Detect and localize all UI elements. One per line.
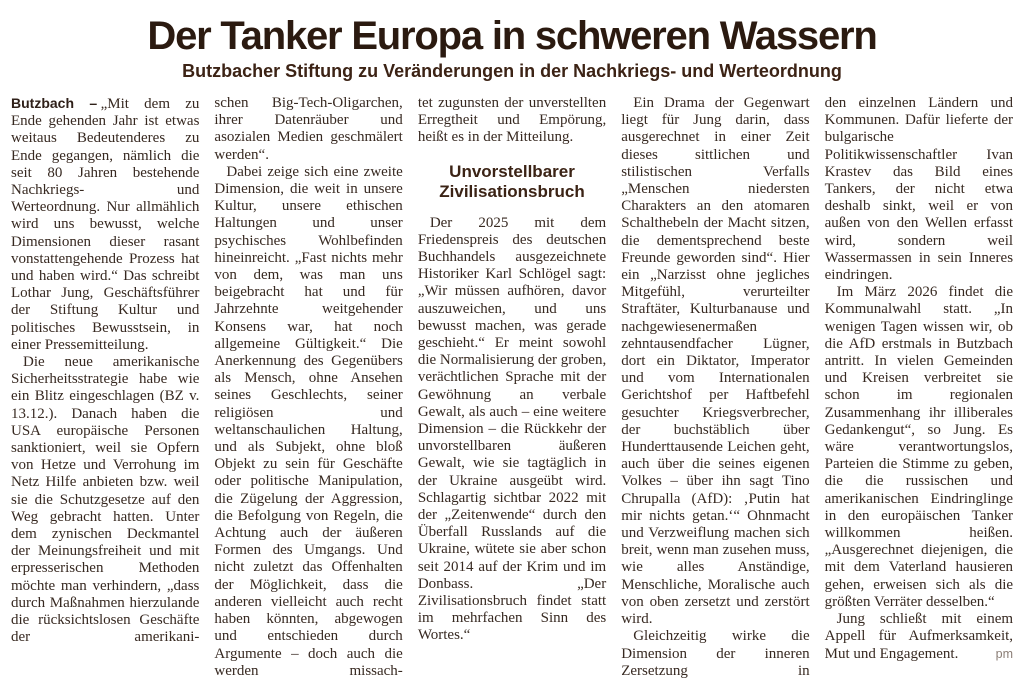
article-body [11,95,1013,680]
column-3 [418,95,606,680]
paragraph: Ein Drama der Gegenwart liegt für Jung darin, dass ausgerechnet in einer Zeit dieses sittlichen und stilistischen Verfalls „Menschen niedersten Charakters an den atomaren Schalthebeln der Macht sitzen, die dementsprechend beste Freunde geworden sind“. Hier ein „Narzisst ohne jegliches Mitgefühl, verurteilter Straftäter, Kulturbanause und nachgewiesenermaßen zehntausendfacher Lügner, dort ein Diktator, Imperator und vom Internationalen Gerichtshof per Haftbefehl gesuchter Kriegsverbrecher, der buchstäblich über Hunderttausende Leichen geht, auch über die seines eigenen Volkes – über ihn sagt Tino Chrupalla (AfD): ‚Putin hat mir nichts getan.‘“ Ohnmacht und Verzweiflung machen sich breit, wenn man zusehen muss, wie alles Anständige, Menschliche, Moralische auch von oben zersetzt und zerstört wird. [621,95,810,628]
paragraph: Im März 2026 findet die Kommunalwahl statt. „In wenigen Tagen wissen wir, ob die AfD erstmals in Butzbach antritt. In vielen Gemeinden und Kreisen verbreitet sie schon im regionalen Zusammenhang ihr illiberales Gedankengut“, so Jung. Es wäre verantwortungslos, Parteien die Stimme zu geben, die die russischen und amerikanischen Eindringlinge in den europäischen Tanker willkommen heißen. „Ausgerechnet diejenigen, die mit dem Vaterland hausieren gehen, erweisen sich als die größten Verräter desselben.“ [824,284,1014,610]
paragraph: Dabei zeige sich eine zweite Dimension, die weit in unsere Kultur, unsere ethischen Haltungen und unser psychisches Wohlbefinden hineinreicht. „Fast nichts mehr von dem, was man uns beigebracht hat und für Jahrzehnte weitgehender Konsens war, hat noch allgemeine Gültigkeit.“ Die Anerkennung des Gegenübers als Mensch, ohne Ansehen seines Geschlechts, seiner religiösen und weltanschaulichen Haltung, und als Subjekt, ohne bloß Objekt zu sein für Geschäfte oder politische Manipulation, die Zügelung der Aggression, die Befolgung von Regeln, die Achtung auch der äußeren Formen des Umgangs. Und nicht zuletzt das Offenhalten der Möglichkeit, dass die anderen vielleicht auch recht haben könnten, abgewogen und entschieden durch Argumente – doch auch die werden missach- [214,163,403,679]
dateline: Butzbach – [11,95,98,111]
paragraph: Der 2025 mit dem Friedenspreis des deutschen Buchhandels ausgezeichnete Historiker Karl Schlögel sagt: „Wir müssen aufhören, davor auszuweichen, und uns bewusst machen, was gerade geschieht.“ Er meint sowohl die Normalisierung der groben, verächtlichen Sprache mit der Gewöhnung an verbale Gewalt, als auch – eine weitere Dimension – die Rückkehr der unvorstellbaren äußeren Gewalt, wie sie tagtäglich in der Ukraine ausgeübt wird. Schlagartig sichtbar 2022 mit der „Zeitenwende“ durch den Überfall Russlands auf die Ukraine, wütete sie aber schon seit 2014 auf der Krim und im Donbass. „Der Zivilisationsbruch findet statt im mehrfachen Sinn des Wortes.“ [417,214,607,644]
paragraph-lead [11,95,199,354]
article-subtitle: Butzbacher Stiftung zu Veränderungen in der Nachkriegs- und Werteordnung [182,61,842,81]
column-2 [214,95,402,680]
column-5 [825,95,1013,680]
article-header [11,14,1013,82]
paragraph: Gleichzeitig wirke die Dimension der inneren Zersetzung in [621,628,810,679]
article-title: Der Tanker Europa in schweren Wassern [147,14,877,58]
paragraph-closing [825,611,1013,663]
column-4 [621,95,809,680]
paragraph: Die neue amerikanische Sicherheitsstrategie habe wie ein Blitz eingeschlagen (BZ v. 13.12.). Danach haben die USA europäische Personen sanktioniert, weil sie Opfern von Hetze und Verrohung im Netz Hilfe anbieten bzw. weil sie die Schutzgesetze auf den Weg gebracht hatten. Unter dem zynischen Deckmantel der Meinungsfreiheit und mit erpresserischen Methoden möchte man verhindern, „dass durch Maßnahmen hierzulande die rücksichtslosen Geschäfte der amerikani- [11,354,200,646]
paragraph-text: Jung schließt mit einem Appell für Aufmerksamkeit, Mut und Engagement. [824,611,1014,662]
column-1 [11,95,199,680]
paragraph-continuation: tet zugunsten der unverstellten Erregtheit und Empörung, heißt es in der Mitteilung. [417,95,607,146]
section-subheading: Unvorstellbarer Zivilisationsbruch [439,161,585,201]
paragraph-continuation: schen Big-Tech-Oligarchen, ihrer Datenräuber und asozialen Medien geschmälert werden“. [214,95,403,163]
author-signature: pm [995,646,1014,661]
paragraph-continuation: den einzelnen Ländern und Kommunen. Dafür lieferte der bulgarische Politikwissenschaftler Ivan Krastev das Bild eines Tankers, der nicht etwa deshalb sinkt, weil er von außen von den Wellen erfasst wird, sondern weil Wassermassen in sein Inneres eindringen. [824,95,1014,284]
paragraph-text: „Mit dem zu Ende gehenden Jahr ist etwas weitaus Bedeutenderes zu Ende gegangen, nämlich die seit 80 Jahren bestehende Nachkriegs- und Werteordnung. Nur allmählich wird uns bewusst, welche Dimensionen dieser rasant vonstattengehende Prozess hat und haben wird.“ Das schreibt Lothar Jung, Geschäftsführer der Stiftung Kultur und politisches Bewusstsein, in einer Pressemitteilung. [11,96,200,353]
